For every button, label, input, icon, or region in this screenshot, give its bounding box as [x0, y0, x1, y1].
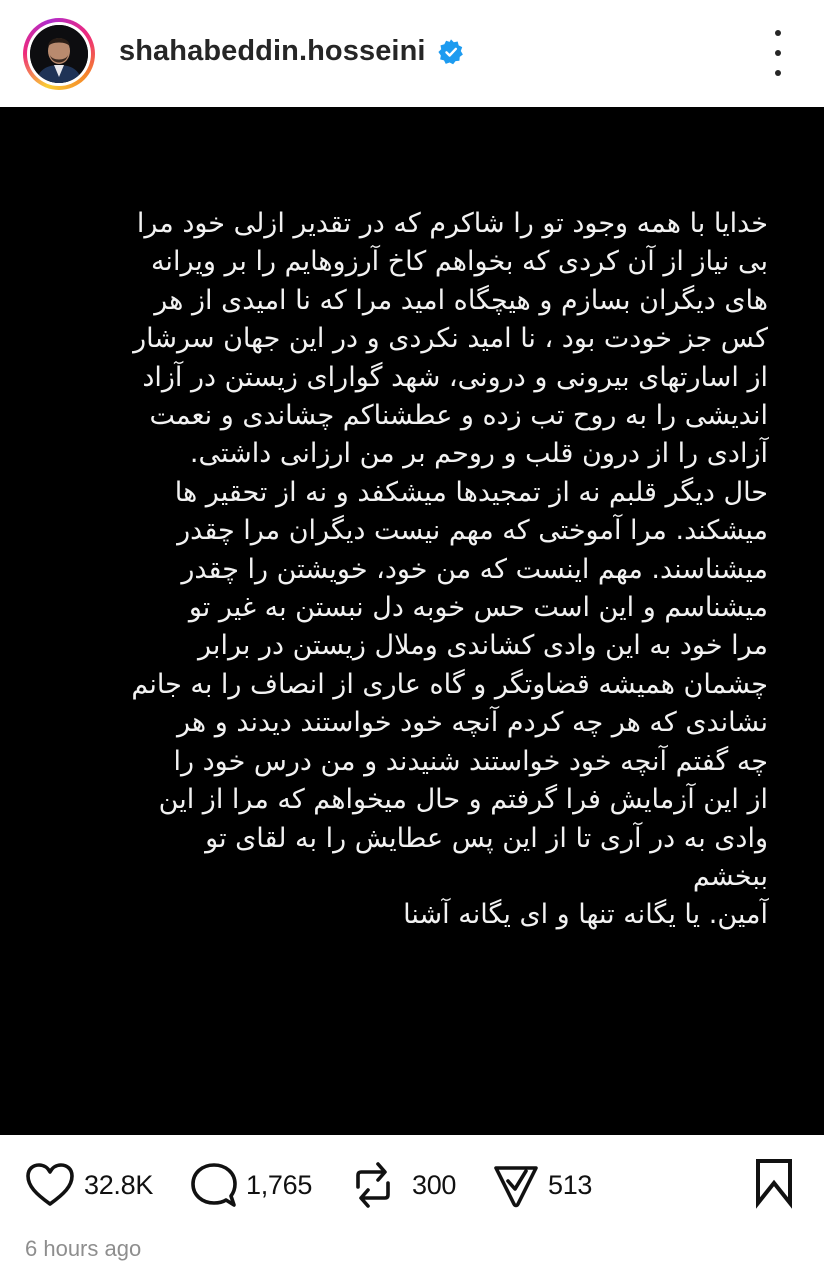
avatar-gap [27, 22, 91, 86]
poem-line: میشناسم و این است حس خوبه دل نبستن به غیر تو [188, 592, 768, 624]
share-button[interactable] [492, 1157, 592, 1213]
more-vertical-icon-dot [775, 50, 781, 56]
poem-line: چشمان همیشه قضاوتگر و گاه عاری از انصاف را به جانم [131, 668, 768, 700]
poem-line: چه گفتم آنچه خود خواستند شنیدند و من درس خود را [173, 745, 768, 777]
post-actions-bar [0, 1135, 824, 1280]
send-icon [492, 1161, 540, 1209]
poem-line: کس جز خودت بود ، نا امید نکردی و در این جهان سرشار [133, 323, 768, 355]
poem-line: حال دیگر قلبم نه از تمجیدها میشکفد و نه از تحقیر ها [174, 476, 768, 508]
heart-icon [24, 1162, 76, 1208]
avatar[interactable] [30, 25, 88, 83]
comment-icon [190, 1160, 238, 1210]
poem-line: مرا خود به این وادی کشاندی وملال زیستن در برابر [198, 630, 768, 662]
poem-line: از اسارتهای بیرونی و درونی، شهد گوارای زیستن در آزاد [142, 361, 768, 393]
poem-line: آمین. یا یگانه تنها و ای یگانه آشنا [403, 899, 768, 931]
comment-button[interactable] [190, 1157, 312, 1213]
save-button[interactable] [752, 1157, 796, 1214]
more-vertical-icon-dot [775, 30, 781, 36]
repost-button[interactable] [352, 1157, 456, 1213]
more-options-button[interactable] [764, 30, 792, 76]
avatar-story-ring[interactable] [23, 18, 95, 90]
repost-count: 300 [412, 1169, 457, 1200]
post-header [0, 0, 824, 107]
poem-line: از این آزمایش فرا گرفتم و حال میخواهم که مرا از این [158, 784, 768, 816]
poem-line: ببخشم [692, 860, 768, 892]
poem-line: اندیشی را به روح تب زده و عطشناکم چشاندی و نعمت [149, 400, 768, 432]
like-count: 32.8K [84, 1169, 154, 1200]
poem-line: وادی به در آری تا از این پس عطایش را به لقای تو [205, 822, 768, 854]
repost-icon [352, 1159, 394, 1211]
poem-line: خدایا با همه وجود تو را شاکرم که در تقدیر ازلی خود مرا [136, 208, 768, 239]
username-link[interactable]: shahabeddin.hosseini [119, 35, 426, 67]
comment-count: 1,765 [246, 1169, 313, 1200]
poem-line: بی نیاز از آن کردی که بخواهم کاخ آرزوهایم را بر ویرانه [150, 246, 768, 278]
share-count: 513 [548, 1169, 593, 1200]
avatar-image [30, 25, 88, 83]
post-image[interactable] [0, 107, 824, 1135]
poem-line: های دیگران بسازم و هیچگاه امید مرا که نا امیدی از هر [154, 284, 768, 316]
poem-line: میشکند. مرا آموختی که مهم نیست دیگران مرا چقدر [177, 515, 768, 547]
post-timestamp[interactable]: 6 hours ago [25, 1236, 142, 1261]
poem-line: آزادی را از درون قلب و روحم بر من ارزانی داشتی. [189, 438, 768, 470]
like-button[interactable] [24, 1157, 153, 1213]
verified-badge-icon [437, 38, 465, 66]
more-vertical-icon-dot [775, 70, 781, 76]
poem-line: نشاندی که هر چه کردم آنچه خود خواستند دیدند و هر [177, 707, 768, 739]
bookmark-icon [752, 1157, 796, 1209]
poem-line: میشناسند. مهم اینست که من خود، خویشتن را چقدر [181, 553, 768, 585]
post-image-text [48, 205, 768, 935]
